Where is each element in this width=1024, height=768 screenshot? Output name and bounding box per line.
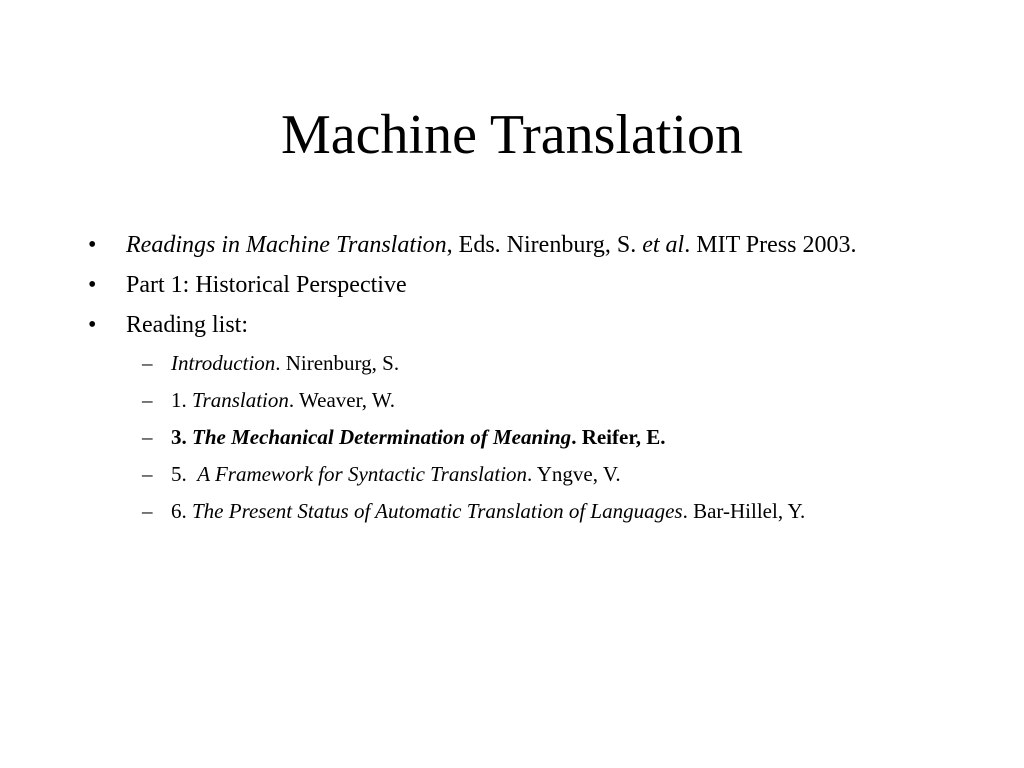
bullet-text: Reading list:: [126, 312, 248, 338]
reading-list: [88, 348, 938, 526]
slide-title: Machine Translation: [281, 104, 743, 166]
book-editors: , Eds. Nirenburg, S.: [446, 232, 643, 258]
book-publisher: . MIT Press 2003.: [684, 232, 857, 258]
reading-list-item-highlighted: [88, 422, 938, 452]
reading-author: . Bar-Hillel, Y.: [682, 499, 806, 523]
bullet-item-book: [88, 228, 938, 262]
reading-author: . Yngve, V.: [527, 462, 621, 486]
reading-title: A Framework for Syntactic Translation: [197, 462, 528, 486]
reading-number: 1.: [171, 388, 192, 412]
slide-body: [88, 228, 938, 533]
bullet-icon: •: [88, 232, 97, 258]
reading-list-item: [88, 496, 938, 526]
bullet-icon: •: [88, 272, 97, 298]
reading-list-item: [88, 348, 938, 378]
dash-icon: –: [142, 499, 153, 523]
dash-icon: –: [142, 388, 153, 412]
reading-title: The Mechanical Determination of Meaning: [192, 425, 572, 449]
bullet-item-part: [88, 268, 938, 302]
reading-number: 3.: [171, 425, 192, 449]
reading-list-item: [88, 385, 938, 415]
reading-title: Translation: [192, 388, 289, 412]
reading-author: . Reifer, E.: [571, 425, 666, 449]
bullet-text: Part 1: Historical Perspective: [126, 272, 407, 298]
reading-author: . Weaver, W.: [288, 388, 396, 412]
dash-icon: –: [142, 351, 153, 375]
reading-title: Introduction: [171, 351, 276, 375]
et-al: et al: [642, 232, 685, 258]
bullet-item-reading-list: [88, 308, 938, 342]
bullet-icon: •: [88, 312, 97, 338]
reading-list-item: [88, 459, 938, 489]
reading-number: 5.: [171, 462, 198, 486]
reading-title: The Present Status of Automatic Translation of Languages: [192, 499, 683, 523]
dash-icon: –: [142, 425, 153, 449]
dash-icon: –: [142, 462, 153, 486]
reading-author: . Nirenburg, S.: [275, 351, 400, 375]
reading-number: 6.: [171, 499, 192, 523]
book-title: Readings in Machine Translation: [126, 232, 447, 258]
